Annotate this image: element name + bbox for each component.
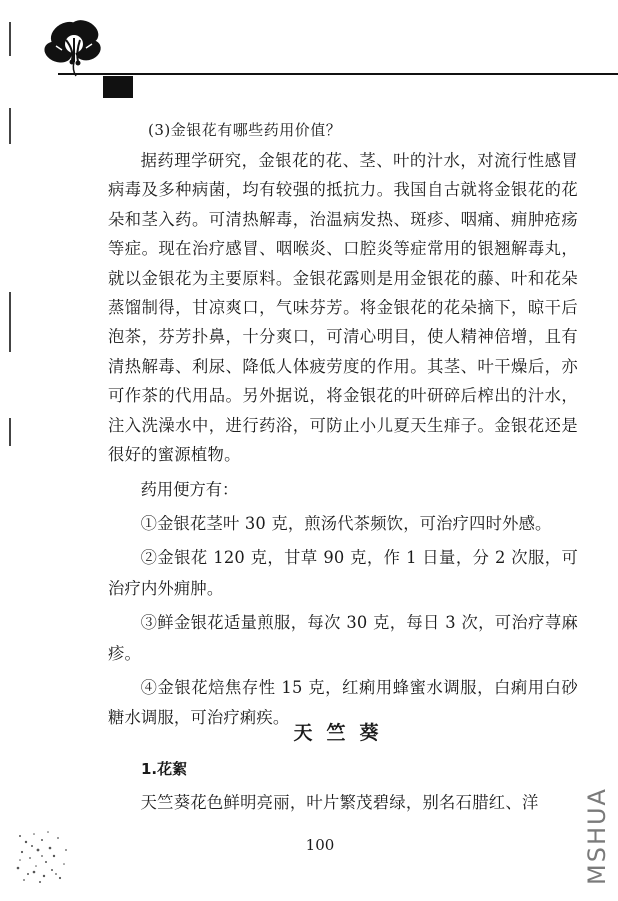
scan-mark: [9, 22, 11, 56]
scan-mark: [9, 418, 11, 446]
remedy-item: ③鲜金银花适量煎服，每次 30 克，每日 3 次，可治疗荨麻疹。: [108, 613, 578, 663]
body-paragraph: 据药理学研究，金银花的花、茎、叶的汁水，对流行性感冒病毒及多种病菌，均有较强的抵抗力。我国自古就将金银花的花朵和茎入药。可清热解毒，治温病发热、斑疹、咽痛、痈肿疮疡等症。现在治疗感冒、咽喉炎、口腔炎等症常用的银翘解毒丸，就以金银花为主要原料。金银花露则是用金银花的藤、叶和花朵蒸馏制得，甘凉爽口，气味芬芳。将金银花的花朵摘下，晾干后泡茶，芬芳扑鼻，十分爽口，可清心明目，使人精神倍增，且有清热解毒、利尿、降低人体疲劳度的作用。其茎、叶干燥后，亦可作茶的代用品。另外据说，将金银花的叶研碎后榨出的汁水，注入洗澡水中，进行药浴，可防止小儿夏天生痱子。金银花还是很好的蜜源植物。: [108, 151, 578, 465]
continuing-paragraph: 天竺葵花色鲜明亮丽，叶片繁茂碧绿，别名石腊红、洋: [140, 793, 539, 812]
remedy-item: ④金银花焙焦存性 15 克，红痢用蜂蜜水调服，白痢用白砂糖水调服，可治疗痢疾。: [108, 677, 578, 728]
page-number: 100: [305, 836, 335, 854]
scan-noise: [14, 828, 72, 884]
watermark: [580, 780, 614, 892]
subsection-heading: 1.花絮: [141, 760, 188, 778]
header-block: [103, 76, 133, 98]
scan-mark: [9, 292, 11, 352]
main-content: [108, 118, 578, 734]
scan-mark: [9, 108, 11, 144]
remedies-heading: 药用便方有：: [140, 480, 239, 500]
header-rule: [58, 73, 618, 75]
remedy-item: ②金银花 120 克，甘草 90 克，作 1 日量，分 2 次服，可治疗内外痈肿。: [108, 548, 578, 598]
flower-ornament-icon: [36, 10, 111, 78]
watermark-text: MSHUA: [583, 787, 611, 885]
remedy-item: ①金银花茎叶 30 克，煎汤代茶频饮，可治疗四时外感。: [140, 513, 552, 533]
section-title: 天竺葵: [293, 722, 393, 744]
question-heading: (3)金银花有哪些药用价值？: [148, 121, 342, 139]
